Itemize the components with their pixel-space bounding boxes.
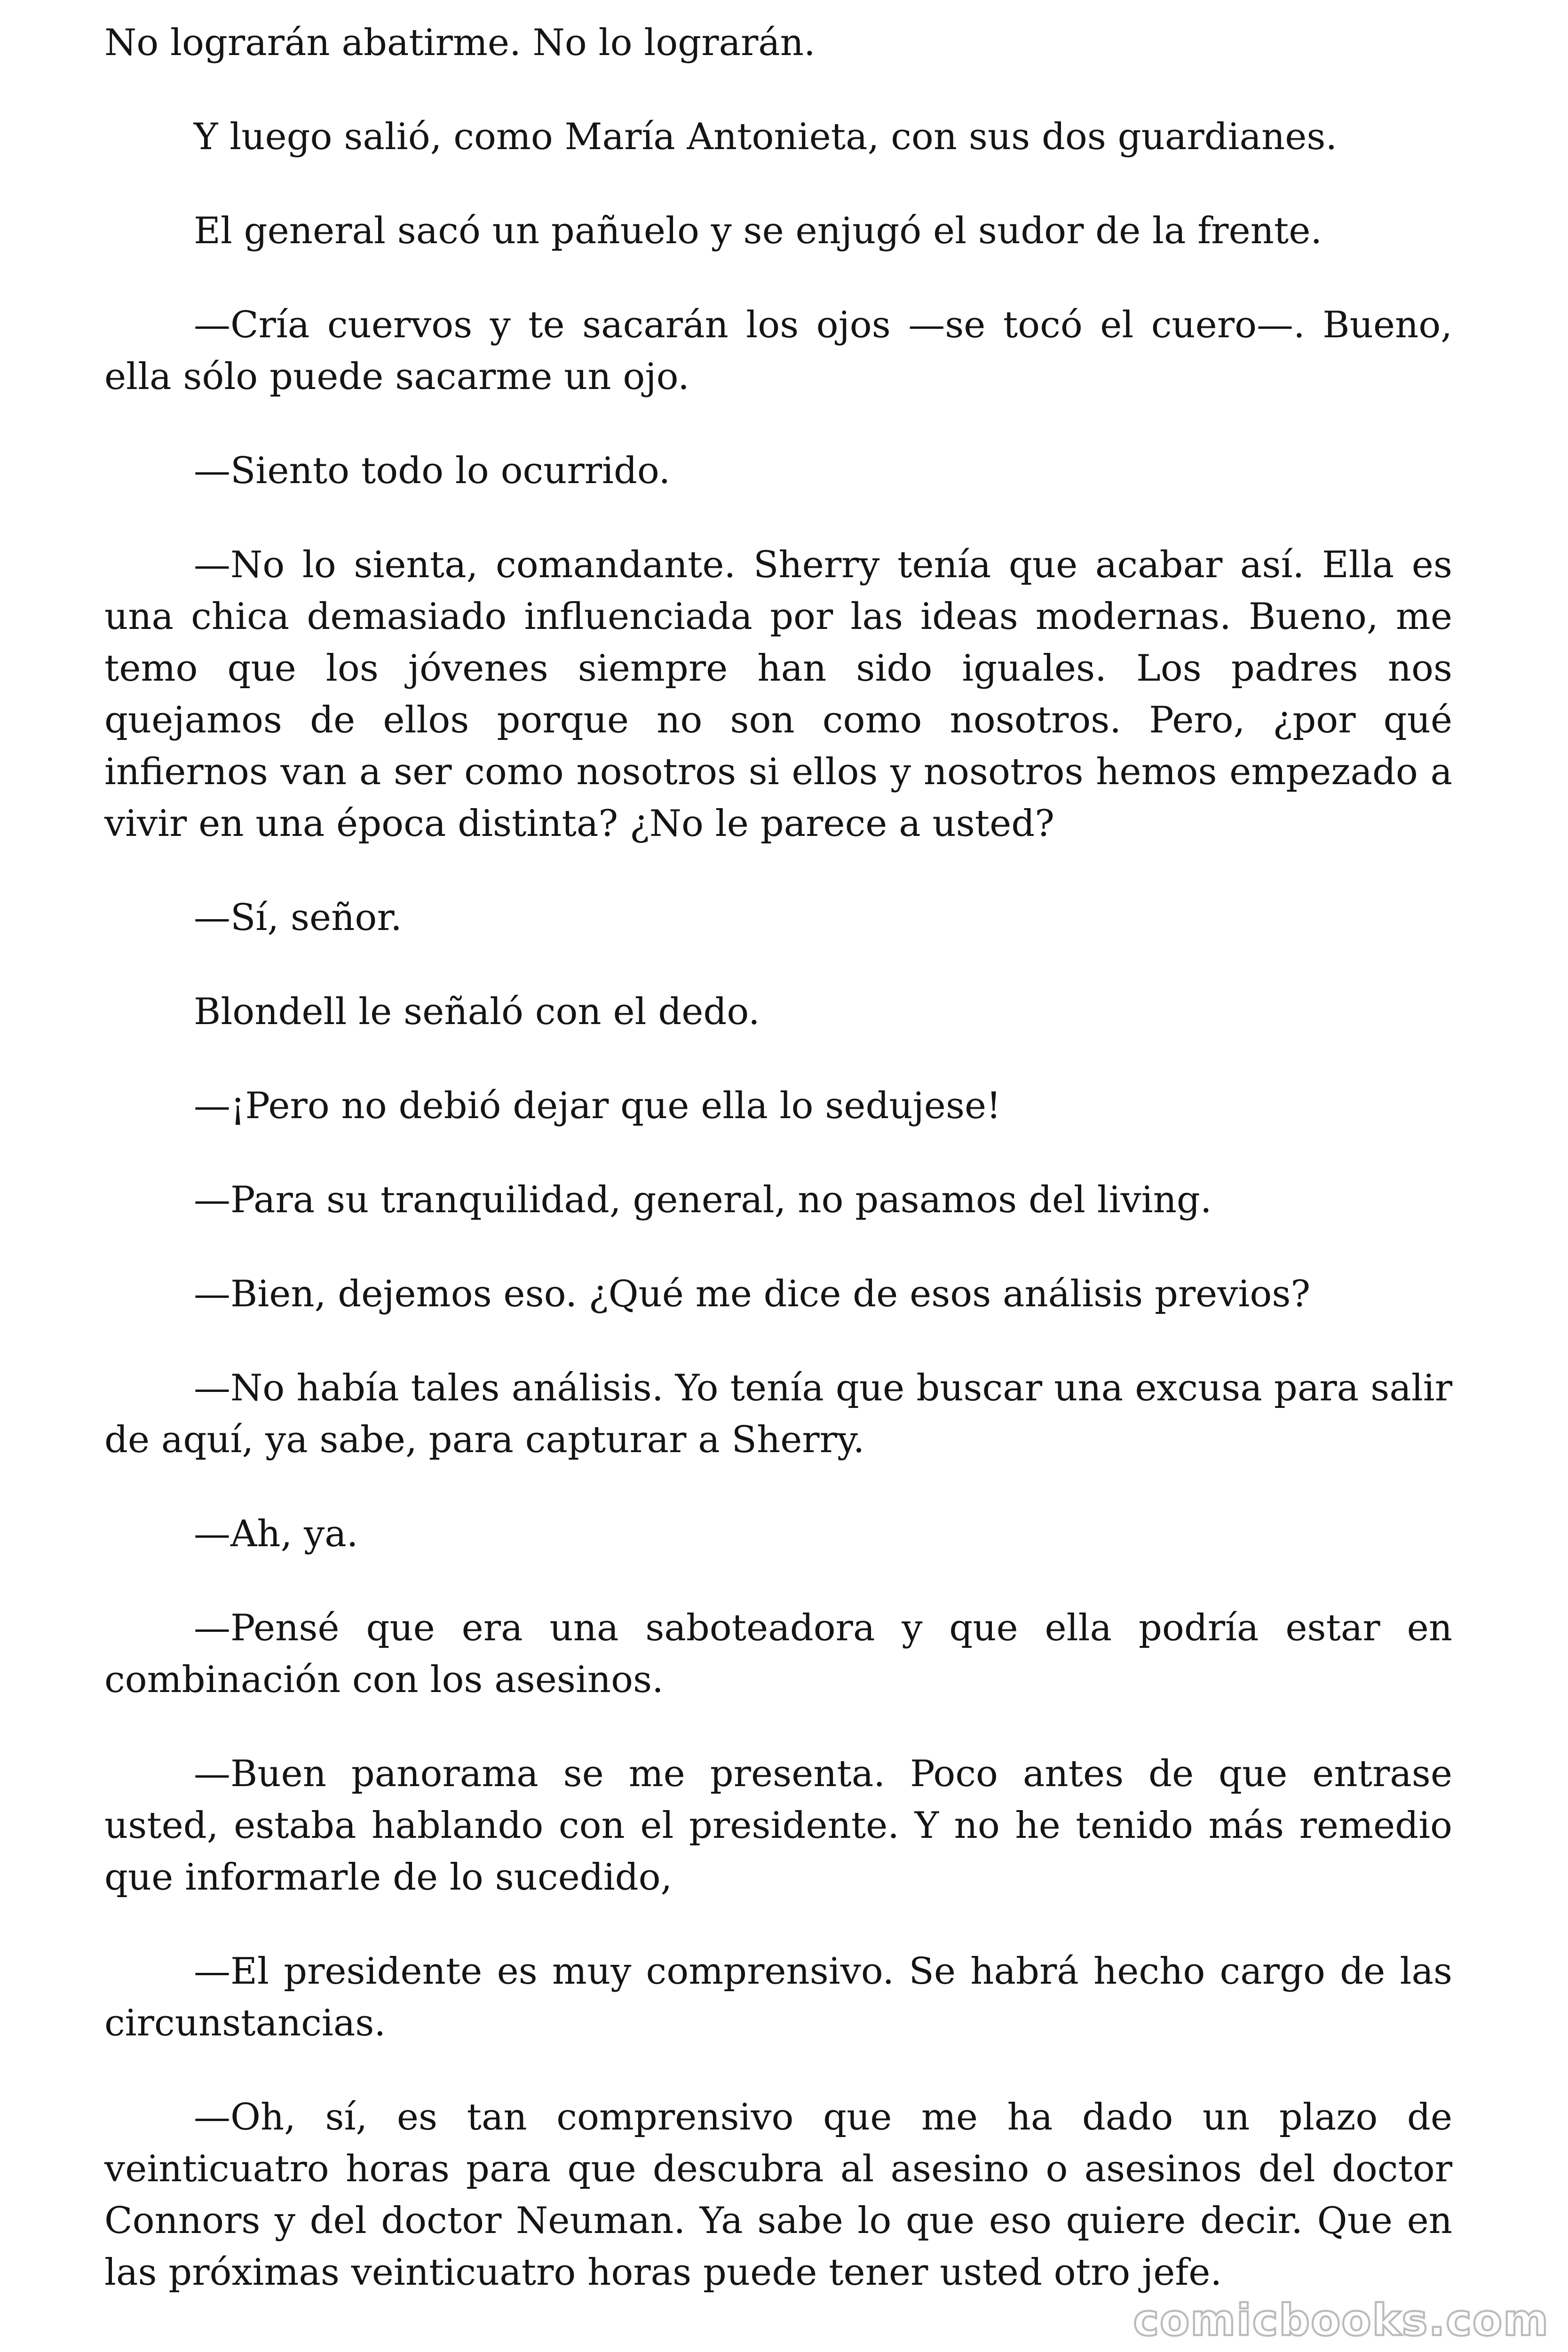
paragraph: —Para su tranquilidad, general, no pasamos del living. <box>194 1179 1212 1221</box>
paragraph: —El presidente es muy comprensivo. Se habrá hecho cargo de las circunstancias. <box>104 1950 1452 2044</box>
watermark-logo: comicbooks.com <box>1133 2295 1549 2345</box>
paragraph: Blondell le señaló con el dedo. <box>194 991 760 1033</box>
paragraph: —Oh, sí, es tan comprensivo que me ha dado un plazo de veinticuatro horas para que descubra al asesino o asesinos del doctor Connors y del doctor Neuman. Ya sabe lo que eso quiere decir. Que en las próximas veinticuatro horas puede tener usted otro jefe. <box>104 2096 1452 2294</box>
paragraph: —No había tales análisis. Yo tenía que buscar una excusa para salir de aquí, ya sabe, para capturar a Sherry. <box>104 1367 1452 1461</box>
paragraph: Y luego salió, como María Antonieta, con sus dos guardianes. <box>194 116 1338 158</box>
paragraph: —Buen panorama se me presenta. Poco antes de que entrase usted, estaba hablando con el presidente. Y no he tenido más remedio que informarle de lo sucedido, <box>104 1753 1452 1899</box>
paragraph: —No lo sienta, comandante. Sherry tenía que acabar así. Ella es una chica demasiado influenciada por las ideas modernas. Bueno, me temo que los jóvenes siempre han sido iguales. Los padres nos quejamos de ellos porque no son como nosotros. Pero, ¿por qué infiernos van a ser como nosotros si ellos y nosotros hemos empezado a vivir en una época distinta? ¿No le parece a usted? <box>104 544 1452 845</box>
paragraph: —Bien, dejemos eso. ¿Qué me dice de esos análisis previos? <box>194 1273 1311 1315</box>
paragraph: —Sí, señor. <box>194 897 402 939</box>
paragraph: No lograrán abatirme. No lo lograrán. <box>104 22 816 64</box>
paragraph: —¡Pero no debió dejar que ella lo sedujese! <box>194 1085 1001 1127</box>
paragraph: —Pensé que era una saboteadora y que ella podría estar en combinación con los asesinos. <box>104 1607 1452 1701</box>
paragraph: —Siento todo lo ocurrido. <box>194 450 671 492</box>
paragraph: —Ah, ya. <box>194 1513 358 1555</box>
paragraph: El general sacó un pañuelo y se enjugó el sudor de la frente. <box>194 210 1323 252</box>
body-text <box>104 17 1452 2341</box>
paragraph: —Cría cuervos y te sacarán los ojos —se tocó el cuero—. Bueno, ella sólo puede sacarme un ojo. <box>104 304 1452 398</box>
